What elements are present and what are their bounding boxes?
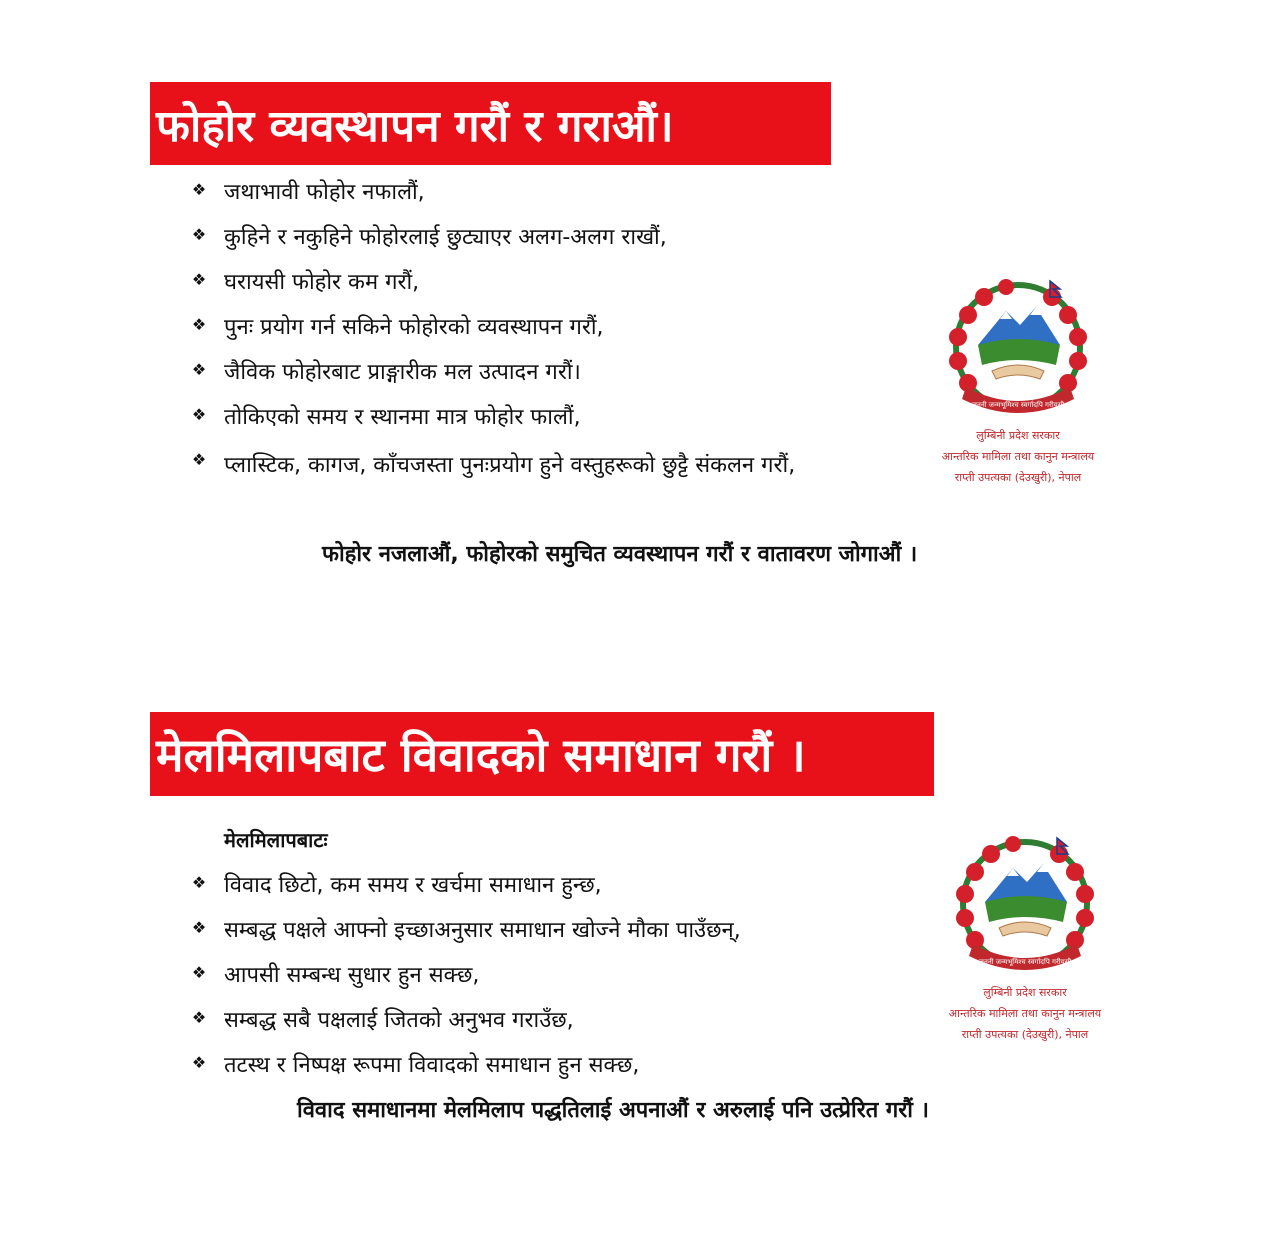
list-item: ❖ जथाभावी फोहोर नफालौं,	[188, 175, 814, 220]
emblem-caption-line1: लुम्बिनी प्रदेश सरकार	[983, 986, 1067, 999]
list-item: ❖ आपसी सम्बन्ध सुधार हुन सक्छ,	[188, 958, 741, 1003]
diamond-bullet-icon: ❖	[191, 315, 207, 334]
list-item: ❖ कुहिने र नकुहिने फोहोरलाई छुट्याएर अलग-अलग राखौं,	[188, 220, 814, 265]
waste-points-list	[188, 175, 814, 525]
waste-tagline: फोहोर नजलाऔं, फोहोरको समुचित व्यवस्थापन गरौं र वातावरण जोगाऔं ।	[322, 542, 918, 567]
nepal-emblem-icon	[928, 275, 1108, 425]
list-item: ❖ सम्बद्ध पक्षले आफ्नो इच्छाअनुसार समाधान खोज्ने मौका पाउँछन्,	[188, 913, 741, 958]
list-item: ❖ सम्बद्ध सबै पक्षलाई जितको अनुभव गराउँछ,	[188, 1003, 741, 1048]
nepal-emblem-icon	[935, 832, 1115, 982]
list-item: ❖ तटस्थ र निष्पक्ष रूपमा विवादको समाधान हुन सक्छ,	[188, 1048, 741, 1093]
svg-text:जननी जन्मभूमिश्च स्वर्गादपि गर: जननी जन्मभूमिश्च स्वर्गादपि गरीयसी	[971, 401, 1065, 409]
diamond-bullet-icon: ❖	[191, 360, 207, 379]
diamond-bullet-icon: ❖	[191, 180, 207, 199]
emblem-caption-line3: राप्ती उपत्यका (देउखुरी), नेपाल	[954, 471, 1082, 484]
list-item: ❖ पुनः प्रयोग गर्न सकिने फोहोरको व्यवस्थापन गरौं,	[188, 310, 814, 355]
emblem-caption-line1: लुम्बिनी प्रदेश सरकार	[976, 429, 1060, 442]
svg-text:जननी जन्मभूमिश्च स्वर्गादपि गर: जननी जन्मभूमिश्च स्वर्गादपि गरीयसी	[978, 958, 1072, 966]
diamond-bullet-icon: ❖	[191, 270, 207, 289]
diamond-bullet-icon: ❖	[191, 1008, 207, 1027]
emblem-caption-line2: आन्तरिक मामिला तथा कानुन मन्त्रालय	[941, 450, 1095, 463]
list-item: ❖ प्लास्टिक, कागज, काँचजस्ता पुनःप्रयोग हुने वस्तुहरूको छुट्टै संकलन गरौं,	[188, 445, 814, 525]
mediation-subheading: मेलमिलापबाटः	[224, 828, 328, 852]
diamond-bullet-icon: ❖	[191, 918, 207, 937]
emblem-caption-line3: राप्ती उपत्यका (देउखुरी), नेपाल	[961, 1028, 1089, 1041]
government-emblem	[928, 275, 1108, 488]
emblem-caption-line2: आन्तरिक मामिला तथा कानुन मन्त्रालय	[948, 1007, 1102, 1020]
diamond-bullet-icon: ❖	[191, 225, 207, 244]
list-item: ❖ तोकिएको समय र स्थानमा मात्र फोहोर फालौं,	[188, 400, 814, 445]
list-item: ❖ विवाद छिटो, कम समय र खर्चमा समाधान हुन्छ,	[188, 868, 741, 913]
diamond-bullet-icon: ❖	[191, 405, 207, 424]
mediation-tagline: विवाद समाधानमा मेलमिलाप पद्धतिलाई अपनाऔं र अरुलाई पनि उत्प्रेरित गरौं ।	[297, 1098, 930, 1123]
mediation-points-list	[188, 868, 741, 1093]
diamond-bullet-icon: ❖	[191, 963, 207, 982]
list-item: ❖ घरायसी फोहोर कम गरौं,	[188, 265, 814, 310]
diamond-bullet-icon: ❖	[191, 873, 207, 892]
diamond-bullet-icon: ❖	[191, 450, 207, 469]
list-item: ❖ जैविक फोहोरबाट प्राङ्गारीक मल उत्पादन गरौं।	[188, 355, 814, 400]
mediation-banner: मेलमिलापबाट विवादको समाधान गरौं ।	[150, 712, 934, 796]
waste-management-banner: फोहोर व्यवस्थापन गरौं र गराऔं।	[150, 82, 831, 165]
diamond-bullet-icon: ❖	[191, 1053, 207, 1072]
government-emblem	[935, 832, 1115, 1045]
